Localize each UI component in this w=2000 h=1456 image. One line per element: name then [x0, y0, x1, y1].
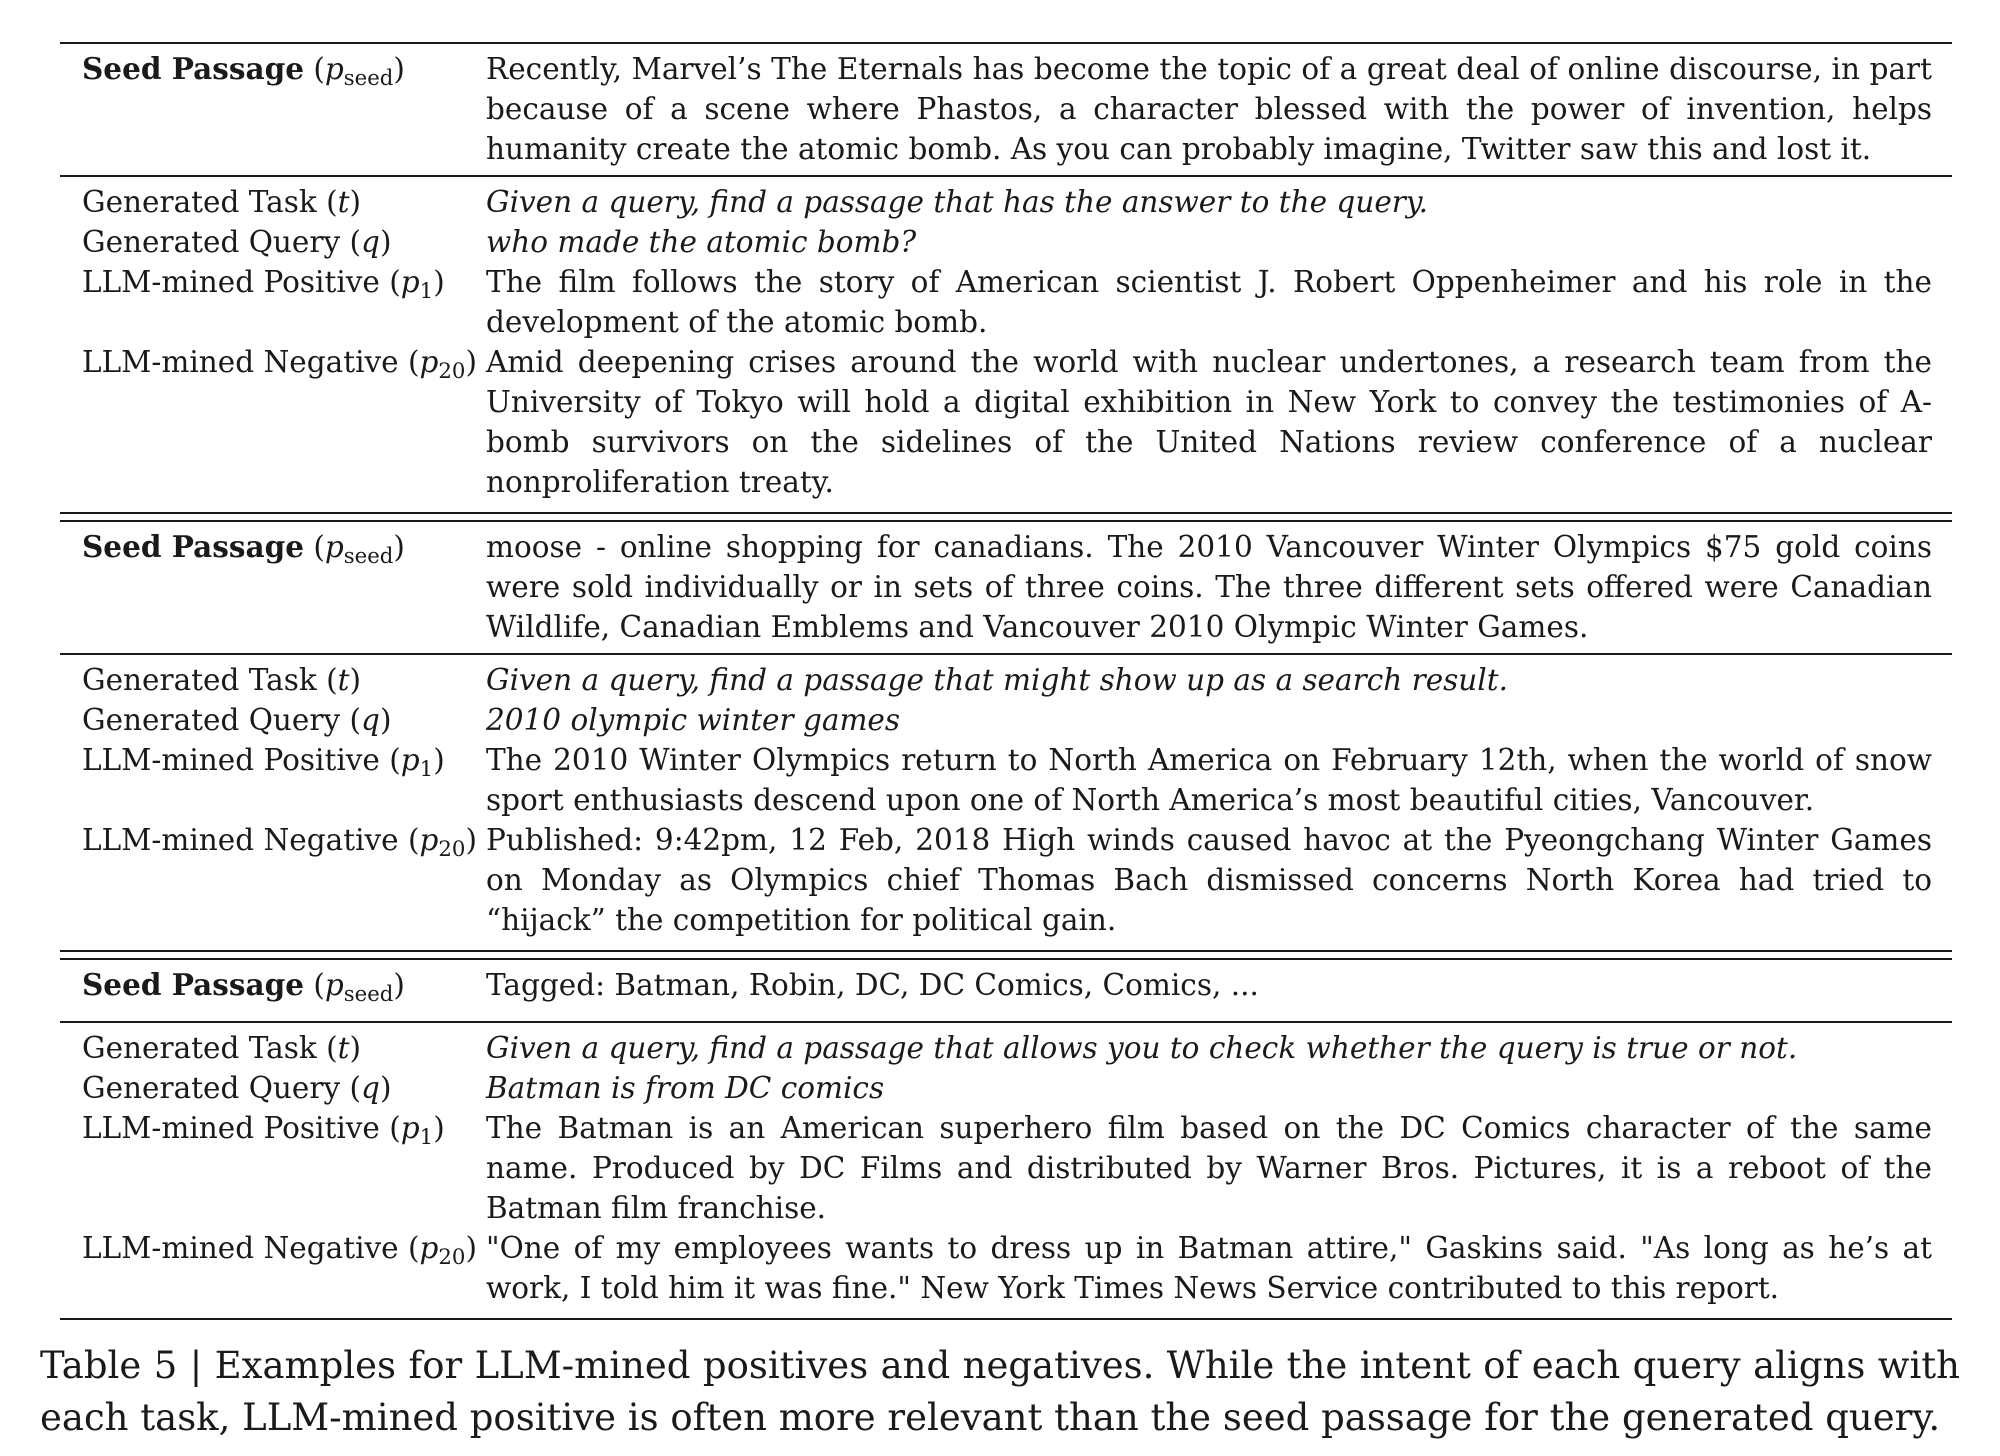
negative-subscript: 20: [438, 1244, 466, 1270]
task-text: Given a query, find a passage that allows you to check whether the query is true or not.: [486, 1030, 1798, 1065]
negative-symbol: p: [419, 1230, 439, 1265]
positive-symbol: p: [400, 265, 420, 299]
generated-rows-2: [60, 655, 1952, 950]
seed-subscript: seed: [343, 543, 394, 569]
positive-text: The 2010 Winter Olympics return to North America on February 12th, when the world of snow sport enthusiasts descend upon one of North America’s most beautiful cities, Vancouver.: [486, 743, 1932, 817]
negative-symbol: p: [419, 345, 439, 379]
seed-label: Seed Passage: [82, 51, 304, 86]
seed-label: Seed Passage: [82, 967, 304, 1002]
query-symbol: q: [361, 1070, 380, 1105]
query-label: Generated Query: [82, 1070, 341, 1105]
negative-row: LLM-mined Negative $(p_{20})$ "One of my employees wants to dress up in Batman attire," Gaskins said. "As long as he’s at work, I told him it was fine." New York Times News Service contributed to this report.: [60, 1228, 1952, 1308]
seed-row-1: [60, 44, 1952, 175]
task-row: Generated Task (t) Given a query, find a passage that allows you to check whether the query is true or not.: [60, 1028, 1952, 1068]
seed-symbol: p: [324, 968, 344, 1002]
generated-rows-3: [60, 1023, 1952, 1318]
task-text: Given a query, find a passage that has the answer to the query.: [486, 185, 1428, 219]
negative-row: LLM-mined Negative $(p_{20})$ Amid deepening crises around the world with nuclear undertones, a research team from the University of Tokyo will hold a digital exhibition in New York to convey the testimonies of A-bomb survivors on the sidelines of the United Nations review conference of a nuclear nonproliferation treaty.: [60, 342, 1952, 502]
positive-label: LLM-mined Positive: [82, 265, 380, 299]
negative-label: LLM-mined Negative: [82, 345, 399, 379]
seed-label-cell: Seed Passage $(p_{seed})$: [82, 529, 405, 569]
task-row: Generated Task (t) Given a query, find a passage that might show up as a search result.: [60, 660, 1952, 700]
negative-symbol: p: [419, 823, 439, 857]
task-symbol: t: [337, 663, 350, 697]
query-symbol: q: [361, 703, 380, 737]
seed-passage-text: Recently, Marvel’s The Eternals has become the topic of a great deal of online discourse, in part because of a scene where Phastos, a character blessed with the power of invention, helps humanity create the atomic bomb. As you can probably imagine, Twitter saw this and lost it.: [486, 52, 1932, 166]
seed-label-cell: Seed Passage $(p_{seed})$: [82, 967, 405, 1007]
positive-label: LLM-mined Positive: [82, 1110, 380, 1145]
query-row: Generated Query (q) 2010 olympic winter games: [60, 700, 1952, 740]
negative-row: LLM-mined Negative $(p_{20})$ Published: 9:42pm, 12 Feb, 2018 High winds caused havoc at the Pyeongchang Winter Games on Monday as Olympics chief Thomas Bach dismissed concerns North Korea had tried to “hijack” the competition for political gain.: [60, 820, 1952, 940]
negative-subscript: 20: [438, 836, 466, 862]
section-double-rule: [60, 512, 1952, 522]
positive-subscript: 1: [419, 278, 434, 304]
negative-text: Published: 9:42pm, 12 Feb, 2018 High winds caused havoc at the Pyeongchang Winter Games on Monday as Olympics chief Thomas Bach dismissed concerns North Korea had tried to “hijack” the competition for political gain.: [486, 823, 1932, 937]
positive-subscript: 1: [419, 1124, 434, 1150]
seed-subscript: seed: [343, 981, 394, 1007]
query-label: Generated Query: [82, 225, 341, 259]
query-label: Generated Query: [82, 703, 341, 737]
query-symbol: q: [361, 225, 380, 259]
task-row: Generated Task (t) Given a query, find a passage that has the answer to the query.: [60, 182, 1952, 222]
query-text: 2010 olympic winter games: [486, 703, 901, 737]
seed-symbol: p: [324, 530, 344, 564]
positive-text: The Batman is an American superhero film based on the DC Comics character of the same name. Produced by DC Films and distributed by Warner Bros. Pictures, it is a reboot of the Batman film franchise.: [486, 1110, 1932, 1225]
negative-text: "One of my employees wants to dress up in Batman attire," Gaskins said. "As long as he’s at work, I told him it was fine." New York Times News Service contributed to this report.: [486, 1230, 1932, 1305]
positive-row: LLM-mined Positive $(p_1)$ The film follows the story of American scientist J. Robert Oppenheimer and his role in the development of the atomic bomb.: [60, 262, 1952, 342]
seed-passage-text: Tagged: Batman, Robin, DC, DC Comics, Comics, ...: [486, 968, 1259, 1002]
query-text: Batman is from DC comics: [486, 1070, 885, 1105]
seed-label-cell: Seed Passage $(p_{seed})$: [82, 51, 405, 91]
seed-passage-text: moose - online shopping for canadians. The 2010 Vancouver Winter Olympics $75 gold coins were sold individually or in sets of three coins. The three different sets offered were Canadian Wildlife, Canadian Emblems and Vancouver 2010 Olympic Winter Games.: [486, 530, 1932, 644]
query-row: Generated Query (q) Batman is from DC comics: [60, 1068, 1952, 1108]
task-symbol: t: [337, 185, 350, 219]
table-caption: Table 5 | Examples for LLM-mined positives and negatives. While the intent of each query aligns with each task, LLM-mined positive is often more relevant than the seed passage for the generated query.: [40, 1344, 1960, 1439]
bottom-rule: [60, 1318, 1952, 1320]
generated-rows-1: [60, 177, 1952, 512]
seed-symbol: p: [324, 52, 344, 86]
positive-subscript: 1: [419, 756, 434, 782]
positive-text: The film follows the story of American scientist J. Robert Oppenheimer and his role in the development of the atomic bomb.: [486, 265, 1932, 339]
seed-label: Seed Passage: [82, 529, 304, 564]
negative-subscript: 20: [438, 358, 466, 384]
examples-table: [60, 42, 1952, 1320]
negative-label: LLM-mined Negative: [82, 1230, 399, 1265]
task-label: Generated Task: [82, 663, 317, 697]
task-text: Given a query, find a passage that might show up as a search result.: [486, 663, 1508, 697]
negative-text: Amid deepening crises around the world with nuclear undertones, a research team from the University of Tokyo will hold a digital exhibition in New York to convey the testimonies of A-bomb survivors on the sidelines of the United Nations review conference of a nuclear nonproliferation treaty.: [486, 345, 1932, 499]
seed-subscript: seed: [343, 65, 394, 91]
positive-row: LLM-mined Positive $(p_1)$ The Batman is an American superhero film based on the DC Comics character of the same name. Produced by DC Films and distributed by Warner Bros. Pictures, it is a reboot of the Batman film franchise.: [60, 1108, 1952, 1228]
positive-label: LLM-mined Positive: [82, 743, 380, 777]
query-text: who made the atomic bomb?: [486, 225, 917, 259]
positive-symbol: p: [400, 1110, 420, 1145]
task-symbol: t: [337, 1030, 350, 1065]
seed-row-2: [60, 522, 1952, 653]
positive-symbol: p: [400, 743, 420, 777]
task-label: Generated Task: [82, 1030, 317, 1065]
seed-row-3: [60, 960, 1952, 1021]
positive-row: LLM-mined Positive $(p_1)$ The 2010 Winter Olympics return to North America on February 12th, when the world of snow sport enthusiasts descend upon one of North America’s most beautiful cities, Vancouver.: [60, 740, 1952, 820]
negative-label: LLM-mined Negative: [82, 823, 399, 857]
task-label: Generated Task: [82, 185, 317, 219]
query-row: Generated Query (q) who made the atomic bomb?: [60, 222, 1952, 262]
section-double-rule: [60, 950, 1952, 960]
